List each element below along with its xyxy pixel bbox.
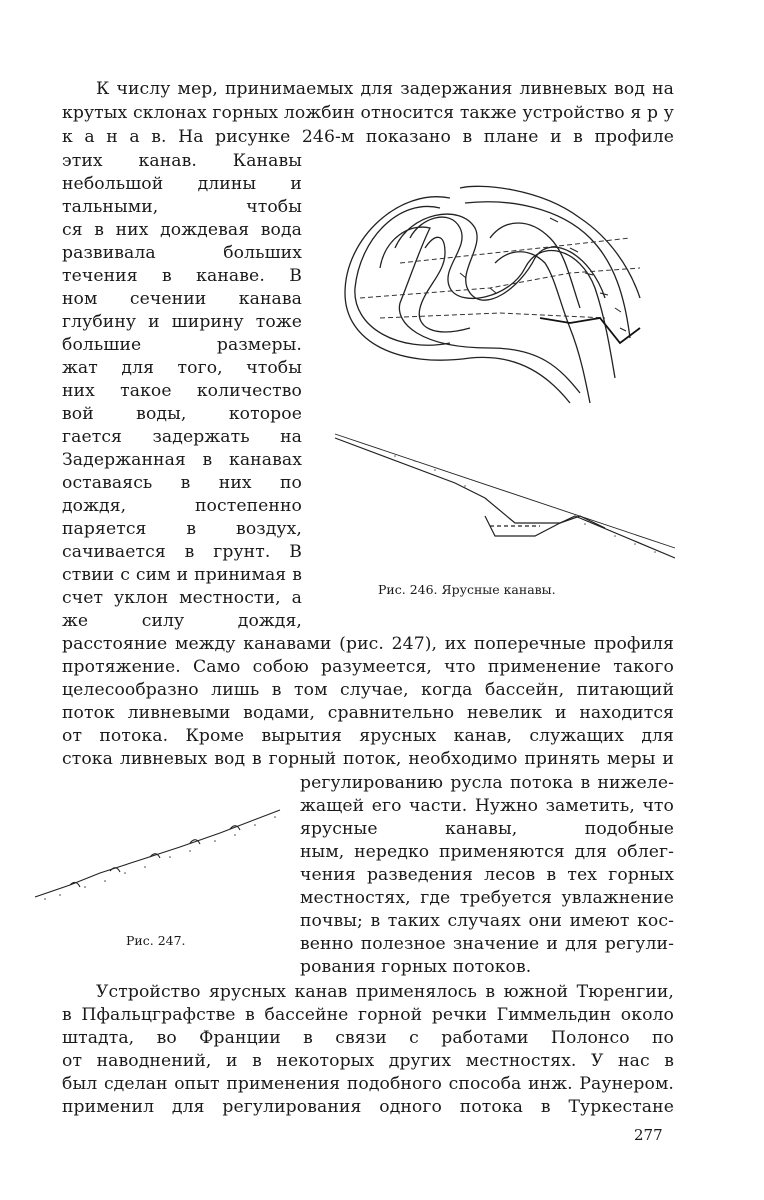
- paragraph-2-line: стока ливневых вод в горный поток, необходимо принять меры и: [62, 749, 674, 769]
- paragraph-1-line-1: К числу мер, принимаемых для задержания ливневых вод на: [96, 79, 674, 99]
- left-line: ном сечении канава: [62, 289, 302, 309]
- paragraph-3-line: штадта, во Франции в связи с работами Полонсо по: [62, 1028, 674, 1048]
- right-line: чения разведения лесов в тех горных: [300, 865, 674, 885]
- contour-line: [355, 206, 450, 345]
- slope-line: [335, 438, 675, 558]
- paragraph-1-line-3: к а н а в. На рисунке 246-м показано в плане и в профиле: [62, 127, 674, 147]
- left-line: гается задержать на: [62, 427, 302, 447]
- contour-line: [465, 202, 630, 338]
- left-line: течения в канаве. В: [62, 266, 302, 286]
- right-line: жащей его части. Нужно заметить, что: [300, 796, 674, 816]
- left-line: тальными, чтобы: [62, 197, 302, 217]
- right-line: ярусные канавы, подобные: [300, 819, 674, 839]
- right-line: регулированию русла потока в нижеле-: [300, 773, 674, 793]
- left-line: оставаясь в них по: [62, 473, 302, 493]
- paragraph-2-line: расстояние между канавами (рис. 247), их поперечные профиля: [62, 634, 674, 654]
- figure-247: [30, 805, 290, 910]
- contour-line: [419, 237, 470, 332]
- left-line: Задержанная в канавах: [62, 450, 302, 470]
- figure-246-profile: [335, 428, 675, 568]
- left-line: небольшой длины и: [62, 174, 302, 194]
- paragraph-3-line: применил для регулирования одного потока в Туркестане: [62, 1097, 674, 1117]
- left-line: ся в них дождевая вода: [62, 220, 302, 240]
- left-line: большие размеры.: [62, 335, 302, 355]
- figure-246-caption: Рис. 246. Ярусные канавы.: [378, 582, 556, 597]
- left-line: этих канав. Канавы: [62, 151, 302, 171]
- left-line: глубину и ширину тоже: [62, 312, 302, 332]
- paragraph-2-line: поток ливневыми водами, сравнительно невелик и находится: [62, 703, 674, 723]
- left-line: же силу дождя,: [62, 611, 302, 631]
- left-line: сачивается в грунт. В: [62, 542, 302, 562]
- paragraph-2-line: протяжение. Само собою разумеется, что применение такого: [62, 657, 674, 677]
- left-line: ствии с сим и принимая в: [62, 565, 302, 585]
- contour-line: [410, 217, 615, 378]
- ditch-line: [380, 313, 605, 318]
- left-line: паряется в воздух,: [62, 519, 302, 539]
- contour-line: [460, 186, 640, 298]
- slope-line-upper: [335, 434, 675, 548]
- right-line: почвы; в таких случаях они имеют кос-: [300, 911, 674, 931]
- ditch-profile: [485, 516, 560, 536]
- right-line: ным, нередко применяются для облег-: [300, 842, 674, 862]
- left-line: вой воды, которое: [62, 404, 302, 424]
- figure-246-plan: [340, 178, 670, 408]
- paragraph-2-line: целесообразно лишь в том случае, когда бассейн, питающий: [62, 680, 674, 700]
- right-line: рования горных потоков.: [300, 957, 532, 977]
- paragraph-3-line: был сделан опыт применения подобного способа инж. Раунером.: [62, 1074, 674, 1094]
- paragraph-1-line-2: крутых склонах горных ложбин относится также устройство я р у: [62, 103, 674, 123]
- page-number: 277: [634, 1126, 663, 1144]
- left-line: них такое количество: [62, 381, 302, 401]
- left-line: развивала больших: [62, 243, 302, 263]
- paragraph-3-line: Устройство ярусных канав применялось в южной Тюренгии,: [96, 982, 674, 1002]
- left-line: счет уклон местности, а: [62, 588, 302, 608]
- figure-247-caption: Рис. 247.: [126, 933, 186, 948]
- right-line: венно полезное значение и для регули-: [300, 934, 674, 954]
- paragraph-3-line: от наводнений, и в некоторых других местностях. У нас в: [62, 1051, 674, 1071]
- contour-line: [495, 252, 590, 403]
- left-line: жат для того, чтобы: [62, 358, 302, 378]
- paragraph-2-line: от потока. Кроме вырытия ярусных канав, служащих для: [62, 726, 674, 746]
- contour-line: [380, 227, 580, 393]
- right-line: местностях, где требуется увлажнение: [300, 888, 674, 908]
- contour-line: [490, 223, 580, 308]
- paragraph-3-line: в Пфальцграфстве в бассейне горной речки Гиммельдин около: [62, 1005, 674, 1025]
- ditch-line: [400, 238, 630, 263]
- left-line: дождя, постепенно: [62, 496, 302, 516]
